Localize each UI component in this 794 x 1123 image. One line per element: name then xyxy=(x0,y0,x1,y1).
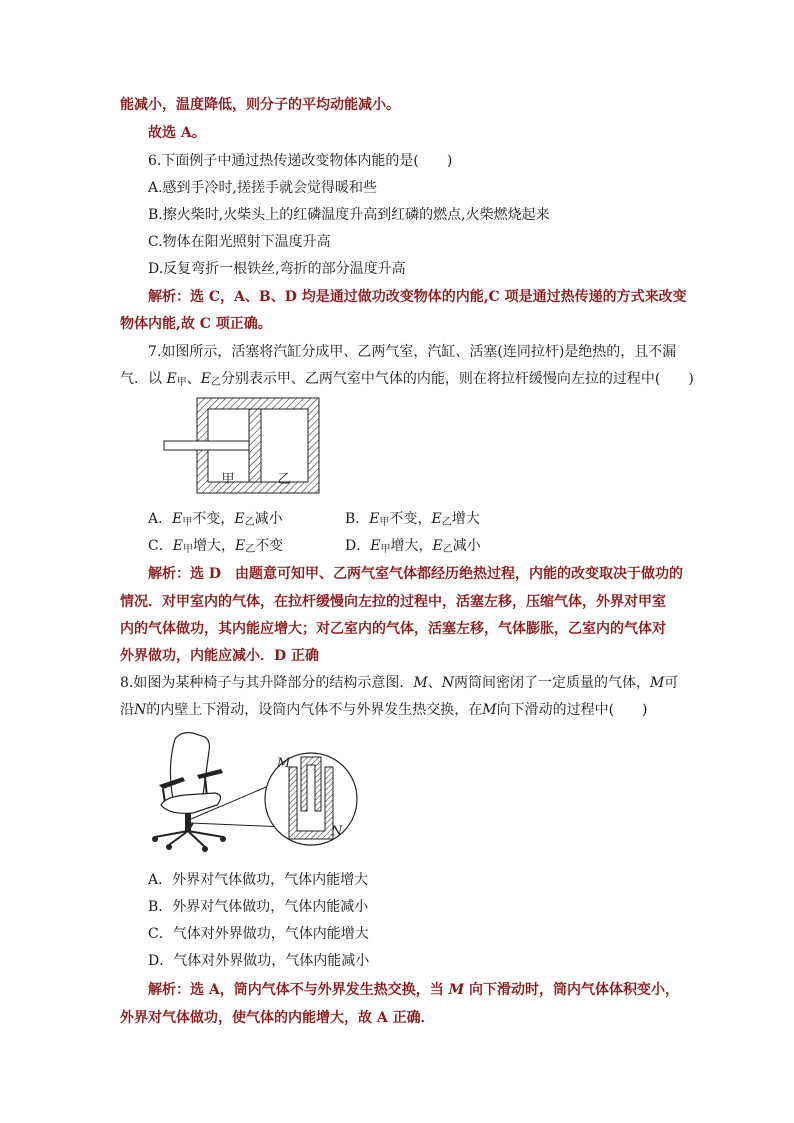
q8-analysis-line1: 解析：选 A，筒内气体不与外界发生热交换，当 M 向下滑动时，筒内气体体积变小， xyxy=(148,982,679,998)
q7-analysis-line2: 情况．对甲室内的气体，在拉杆缓慢向左拉的过程中，活塞左移，压缩气体，外界对甲室 xyxy=(120,594,666,610)
chamber-yi-label: 乙 xyxy=(277,472,291,487)
q8-option-d: D．气体对外界做功，气体内能减小 xyxy=(148,953,370,969)
q6-option-c: C.物体在阳光照射下温度升高 xyxy=(148,234,331,250)
q5-tail-line: 能减小，温度降低，则分子的平均动能减小。 xyxy=(120,97,400,113)
q6-analysis-line2: 物体内能,故 C 项正确。 xyxy=(120,316,272,332)
q6-option-a: A.感到手冷时,搓搓手就会觉得暖和些 xyxy=(148,180,378,196)
q7-option-a: A．$E_甲$不变，$E_乙$减小 xyxy=(148,511,283,528)
q6-option-d: D.反复弯折一根铁丝,弯折的部分温度升高 xyxy=(148,261,406,277)
q7-option-c: C．$E_甲$增大，$E_乙$不变 xyxy=(148,538,284,555)
piston xyxy=(249,409,261,482)
label-n: N xyxy=(331,824,343,839)
q6-analysis-line1: 解析：选 C，A、B、D 均是通过做功改变物体的内能,C 项是通过热传递的方式来改变 xyxy=(148,289,687,305)
q6-stem: 6.下面例子中通过热传递改变物体内能的是( ) xyxy=(148,153,453,169)
piston-rod xyxy=(164,441,249,450)
q7-analysis-line4: 外界做功，内能应减小．D 正确 xyxy=(120,648,320,664)
callout-line-bottom xyxy=(191,823,285,827)
q7-analysis-line3: 内的气体做功，其内能应增大；对乙室内的气体，活塞左移，气体膨胀，乙室内的气体对 xyxy=(120,621,666,637)
q8-stem-line2: 沿N的内壁上下滑动，设筒内气体不与外界发生热交换，在M向下滑动的过程中( ) xyxy=(120,702,648,718)
q7-stem-line1: 7.如图所示，活塞将汽缸分成甲、乙两气室，汽缸、活塞(连同拉杆)是绝热的，且不漏 xyxy=(148,344,677,360)
chamber-jia-label: 甲 xyxy=(221,472,235,487)
label-m: M xyxy=(277,756,291,771)
q8-stem-line1: 8.如图为某种椅子与其升降部分的结构示意图．M、N两筒间密闭了一定质量的气体，M可 xyxy=(120,675,679,691)
q7-option-d: D．$E_甲$增大，$E_乙$减小 xyxy=(345,538,481,555)
q7-analysis-line1: 解析：选 D 由题意可知甲、乙两气室气体都经历绝热过程，内能的改变取决于做功的 xyxy=(148,566,684,582)
chair-back xyxy=(170,733,209,799)
chair-lift-diagram xyxy=(145,727,365,857)
q7-option-b: B．$E_甲$不变，$E_乙$增大 xyxy=(345,511,480,528)
q8-option-c: C．气体对外界做功，气体内能增大 xyxy=(148,926,369,942)
cylinder-piston-diagram xyxy=(160,393,330,498)
q7-stem-line2: 气．以 $E_甲$、$E_乙$分别表示甲、乙两气室中气体的内能，则在将拉杆缓慢向左拉的过程中( ) xyxy=(120,371,694,388)
q6-option-b: B.擦火柴时,火柴头上的红磷温度升高到红磷的燃点,火柴燃烧起来 xyxy=(148,207,550,223)
q8-option-b: B．外界对气体做功，气体内能减小 xyxy=(148,899,369,915)
q5-answer: 故选 A。 xyxy=(148,125,206,141)
q8-analysis-line2: 外界对气体做功，使气体的内能增大，故 A 正确． xyxy=(120,1010,435,1026)
q8-option-a: A．外界对气体做功，气体内能增大 xyxy=(148,872,369,888)
